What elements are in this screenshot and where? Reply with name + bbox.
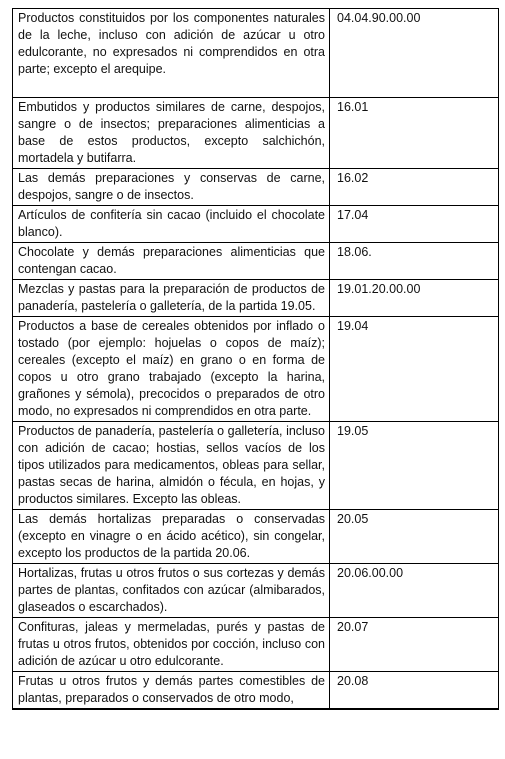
tariff-code: 19.04 xyxy=(330,317,499,422)
tariff-code: 20.08 xyxy=(330,672,499,710)
tariff-code: 16.02 xyxy=(330,169,499,206)
table-row xyxy=(13,564,499,618)
product-description: Productos a base de cereales obtenidos por inflado o tostado (por ejemplo: hojuelas o copos de maíz); cereales (excepto el maíz) en grano o en forma de copos u otro grano trabajado (excepto la harina, grañones y sémola), precocidos o preparados de otro modo, no expresados ni comprendidos en otra parte. xyxy=(13,317,330,422)
table-row xyxy=(13,672,499,710)
product-description: Chocolate y demás preparaciones alimenticias que contengan cacao. xyxy=(13,243,330,280)
table-row xyxy=(13,280,499,317)
table-row xyxy=(13,206,499,243)
product-description: Frutas u otros frutos y demás partes comestibles de plantas, preparados o conservados de otro modo, xyxy=(13,672,330,710)
product-description: Embutidos y productos similares de carne, despojos, sangre o de insectos; preparaciones alimenticias a base de estos productos, excepto salchichón, mortadela y butifarra. xyxy=(13,98,330,169)
product-description: Productos de panadería, pastelería o galletería, incluso con adición de cacao; hostias, sellos vacíos de los tipos utilizados para medicamentos, obleas para sellar, pastas secas de harina, almidón o fécula, en hojas, y productos similares. Excepto las obleas. xyxy=(13,422,330,510)
product-description: Las demás hortalizas preparadas o conservadas (excepto en vinagre o en ácido acético), sin congelar, excepto los productos de la partida 20.06. xyxy=(13,510,330,564)
product-description: Confituras, jaleas y mermeladas, purés y pastas de frutas u otros frutos, obtenidos por cocción, incluso con adición de azúcar u otro edulcorante. xyxy=(13,618,330,672)
table-row xyxy=(13,243,499,280)
tariff-code: 20.05 xyxy=(330,510,499,564)
tariff-code: 20.07 xyxy=(330,618,499,672)
table-row xyxy=(13,317,499,422)
tariff-table-body xyxy=(13,9,499,710)
tariff-table xyxy=(12,8,499,710)
table-row xyxy=(13,9,499,98)
table-row xyxy=(13,510,499,564)
table-row xyxy=(13,618,499,672)
product-description: Artículos de confitería sin cacao (incluido el chocolate blanco). xyxy=(13,206,330,243)
product-description: Hortalizas, frutas u otros frutos o sus cortezas y demás partes de plantas, confitados con azúcar (almibarados, glaseados o escarchados). xyxy=(13,564,330,618)
table-row xyxy=(13,98,499,169)
tariff-code: 19.01.20.00.00 xyxy=(330,280,499,317)
tariff-code: 16.01 xyxy=(330,98,499,169)
table-row xyxy=(13,422,499,510)
tariff-code: 20.06.00.00 xyxy=(330,564,499,618)
tariff-code: 17.04 xyxy=(330,206,499,243)
product-description: Productos constituidos por los componentes naturales de la leche, incluso con adición de azúcar u otro edulcorante, no expresados ni comprendidos en otra parte; excepto el arequipe. xyxy=(13,9,330,98)
product-description: Las demás preparaciones y conservas de carne, despojos, sangre o de insectos. xyxy=(13,169,330,206)
product-description: Mezclas y pastas para la preparación de productos de panadería, pastelería o galletería, de la partida 19.05. xyxy=(13,280,330,317)
tariff-code: 18.06. xyxy=(330,243,499,280)
tariff-code: 19.05 xyxy=(330,422,499,510)
table-row xyxy=(13,169,499,206)
tariff-code: 04.04.90.00.00 xyxy=(330,9,499,98)
